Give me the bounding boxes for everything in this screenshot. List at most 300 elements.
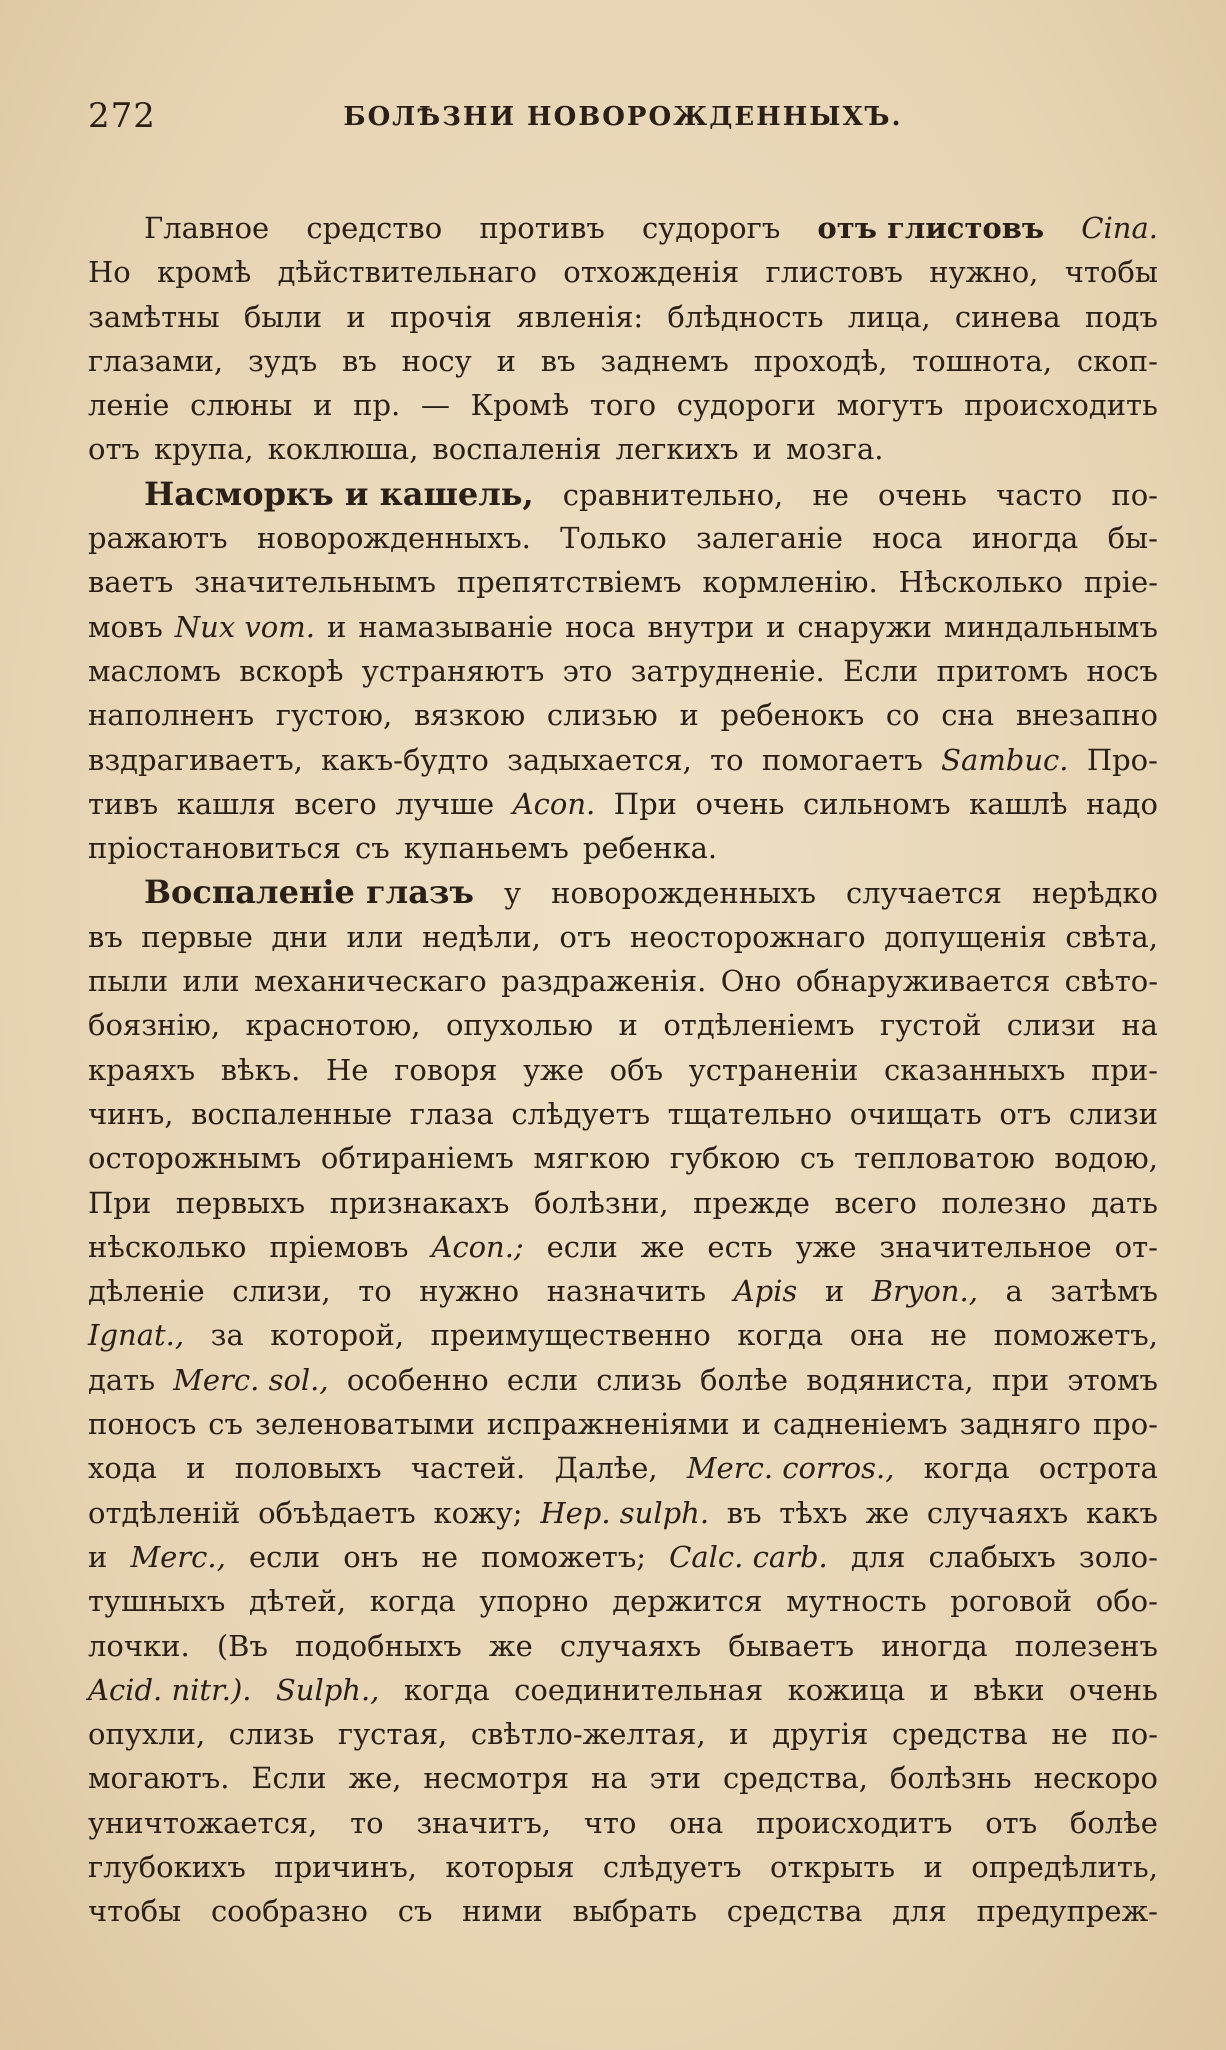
word: особенно [346, 1362, 489, 1397]
latin-remedy: Cina. [1081, 211, 1158, 245]
word: половыхъ [234, 1451, 382, 1486]
word: же [640, 1229, 685, 1264]
word: за [210, 1318, 244, 1353]
word: въ [88, 919, 123, 954]
word: отъ [985, 1805, 1038, 1840]
emphasis: отъ глистовъ [817, 211, 1045, 245]
text-line [88, 1402, 1158, 1446]
text-line [88, 1491, 1158, 1535]
word: кожу; [433, 1495, 523, 1530]
text-line [88, 250, 1158, 294]
text-line [88, 1181, 1158, 1225]
word: обо- [1095, 1584, 1158, 1619]
word: для [892, 1894, 947, 1929]
word: затѣмъ [1050, 1274, 1158, 1309]
word: она [669, 1805, 724, 1840]
word: и [766, 609, 786, 644]
word: кромѣ [157, 255, 252, 290]
word: то [710, 742, 744, 777]
word: въ [342, 343, 377, 378]
word: слизь [596, 1362, 682, 1397]
word: то [350, 1805, 384, 1840]
word: средства [892, 1717, 1028, 1752]
word: частей. [410, 1451, 526, 1486]
word: прежде [693, 1185, 810, 1220]
word: дать [88, 1362, 155, 1397]
word: болѣе [1069, 1805, 1158, 1840]
word: нужно [419, 1274, 520, 1309]
word: синева [954, 299, 1061, 334]
word: отъ [999, 1096, 1052, 1131]
word: болѣе [700, 1362, 789, 1397]
word: мягкою [533, 1141, 651, 1176]
latin-remedy: Acon. [512, 786, 596, 821]
word: съ [355, 831, 390, 866]
word: Нѣсколько [898, 565, 1063, 600]
word: онъ [343, 1539, 399, 1574]
word: преимущественно [430, 1318, 711, 1353]
word: миндальнымъ [943, 609, 1158, 644]
word: какъ [1085, 1495, 1158, 1530]
word: опредѣлить, [971, 1849, 1158, 1884]
word: съ [208, 1407, 243, 1442]
word: съ [799, 1141, 835, 1176]
text-line [88, 1048, 1158, 1092]
text-line [88, 1668, 1158, 1712]
word: неосторожнаго [629, 919, 866, 954]
word: Оно [720, 964, 782, 999]
text-line [88, 1624, 1158, 1668]
word: ребенокъ [720, 698, 865, 733]
word: свѣто- [1064, 964, 1158, 999]
word: препятствіемъ [456, 565, 682, 600]
word: При [613, 786, 677, 821]
word: носъ [1086, 653, 1158, 688]
text-line [88, 693, 1158, 737]
word: или [346, 919, 404, 954]
word: затрудненіе. [630, 653, 825, 688]
latin-remedy: Acon.; [431, 1229, 524, 1264]
word: полезно [941, 1185, 1067, 1220]
word: всего [294, 786, 377, 821]
text-line [88, 1801, 1158, 1845]
section-heading: Воспаленіе глазъ [144, 873, 474, 912]
word: блѣдность [667, 299, 824, 334]
word: чтобы [1064, 255, 1158, 290]
text-line [88, 1579, 1158, 1623]
word: отдѣленій [88, 1495, 241, 1530]
word: соединительная [514, 1672, 764, 1707]
word: часто [996, 477, 1083, 512]
latin-remedy: Bryon., [871, 1274, 978, 1309]
word: тепловатою [854, 1141, 1035, 1176]
word: про- [1092, 1407, 1158, 1442]
word: и [326, 609, 347, 644]
word: носа [872, 521, 943, 556]
word: со [885, 698, 920, 733]
word: средство [306, 211, 443, 245]
word: нужно, [929, 255, 1039, 290]
word: не [812, 477, 849, 512]
text-line [88, 1845, 1158, 1889]
word: — [420, 388, 450, 423]
word: носа [565, 609, 636, 644]
word: Если [251, 1761, 327, 1796]
page-header [88, 96, 1158, 156]
word: болѣзнь [889, 1761, 1012, 1796]
word: болѣзни, [534, 1185, 669, 1220]
word: поможетъ, [993, 1318, 1158, 1353]
word: густой [879, 1008, 982, 1043]
word: иногда [881, 1628, 988, 1663]
text-line [88, 1313, 1158, 1357]
word: опухли, [88, 1717, 206, 1752]
word: Далѣе, [554, 1451, 658, 1486]
word: обнаруживается [795, 964, 1051, 999]
word: нерѣдко [1032, 876, 1158, 911]
word: и [741, 1407, 761, 1442]
word: испражненіями [486, 1407, 730, 1442]
latin-remedy: Hep. sulph. [540, 1495, 710, 1530]
word: этомъ [1067, 1362, 1158, 1397]
word: судороги [676, 388, 816, 423]
word: въ [540, 343, 576, 378]
word: лучше [395, 786, 495, 821]
word: тушныхъ [88, 1584, 226, 1619]
word: опухолью [445, 1008, 594, 1043]
latin-remedy: Apis [733, 1274, 798, 1309]
body-text [88, 206, 1158, 1934]
word: были [243, 299, 323, 334]
word: пр. [353, 388, 401, 423]
latin-remedy: Sulph., [275, 1672, 380, 1707]
word: слѣдуетъ [602, 1849, 742, 1884]
word: краснотою, [245, 1008, 421, 1043]
text-line [88, 516, 1158, 560]
word: выбрать [572, 1894, 697, 1929]
text-line [88, 1756, 1158, 1800]
latin-remedy: Nux vom. [174, 609, 315, 644]
word: того [589, 388, 657, 423]
word: упорно [479, 1584, 589, 1619]
word: и [923, 1849, 943, 1884]
word: новорожденныхъ. [256, 521, 531, 556]
word: признакахъ [329, 1185, 510, 1220]
word: дать [1090, 1185, 1158, 1220]
word: если [248, 1539, 321, 1574]
word: раздраженія. [501, 964, 707, 999]
word: тошнота, [912, 343, 1053, 378]
word: наполненъ [88, 698, 255, 733]
word: случаяхъ [559, 1628, 702, 1663]
text-line [88, 1358, 1158, 1402]
word: вѣкъ. [220, 1052, 301, 1087]
word: водою, [1054, 1141, 1158, 1176]
word: на [1121, 1008, 1158, 1043]
word: прочія [389, 299, 493, 334]
word: глаза [409, 1096, 494, 1131]
word: боязнію, [88, 1008, 221, 1043]
word: и [496, 343, 516, 378]
word: могутъ [836, 388, 944, 423]
word: отдѣленіемъ [663, 1008, 855, 1043]
latin-remedy: Acid. nitr.). [88, 1672, 252, 1707]
word: помогаетъ [761, 742, 923, 777]
word: роговой [950, 1584, 1073, 1619]
word: заднемъ [600, 343, 729, 378]
word: на [590, 1761, 628, 1796]
word: кашля [176, 786, 276, 821]
text-line [88, 383, 1158, 427]
word: внутри [647, 609, 755, 644]
text-line [88, 1225, 1158, 1269]
word: назначить [546, 1274, 707, 1309]
word: дѣтей, [248, 1584, 347, 1619]
word: тщательно [667, 1096, 833, 1131]
latin-remedy: Sambuc. [941, 742, 1069, 777]
word: мовъ [88, 609, 163, 644]
text-line [88, 1889, 1158, 1933]
word: очень [1068, 1672, 1158, 1707]
text-line [88, 605, 1158, 649]
word: слизь [228, 1717, 315, 1752]
word: когда [403, 1672, 490, 1707]
word: вздрагиваетъ, [88, 742, 303, 777]
word: слизи, [232, 1274, 331, 1309]
word: кашлѣ [969, 786, 1068, 821]
word: тивъ [88, 786, 159, 821]
word: коклюша, [267, 432, 419, 467]
word: подъ [1084, 299, 1158, 334]
word: вскорѣ [239, 653, 344, 688]
word: (Въ [216, 1628, 268, 1663]
word: когда [369, 1584, 456, 1619]
word: и [824, 1274, 845, 1309]
word: снаружи [797, 609, 932, 644]
text-line [88, 738, 1158, 782]
word: эти [649, 1761, 702, 1796]
word: устраняютъ [361, 653, 545, 688]
word: и [186, 1451, 206, 1486]
text-line [88, 959, 1158, 1003]
word: замѣтны [88, 299, 220, 334]
word: пыли [88, 964, 169, 999]
word: скоп- [1076, 343, 1158, 378]
word: залеганіе [696, 521, 843, 556]
word: нѣсколько [88, 1229, 247, 1264]
word: от- [1114, 1229, 1158, 1264]
latin-remedy: Merc., [130, 1539, 226, 1574]
word: слизью [546, 698, 658, 733]
word: всего [834, 1185, 917, 1220]
word: не [930, 1318, 967, 1353]
word: кожица [787, 1672, 906, 1707]
word: механическаго [254, 964, 487, 999]
word: поносъ [88, 1407, 197, 1442]
word: не [1051, 1717, 1088, 1752]
word: если [506, 1362, 579, 1397]
word: новорожденныхъ [551, 876, 816, 911]
word: проходѣ, [753, 343, 888, 378]
latin-remedy: Merc. sol., [173, 1362, 329, 1397]
word: Про- [1086, 742, 1158, 777]
word: уже [795, 1229, 857, 1264]
word: противъ [479, 211, 605, 245]
word: глазами, [88, 343, 224, 378]
word: а [1005, 1274, 1023, 1309]
word: и [752, 432, 772, 467]
word: лица, [847, 299, 931, 334]
word: то [358, 1274, 392, 1309]
word: средства [726, 1894, 863, 1929]
text-line [88, 1535, 1158, 1579]
word: у [503, 876, 522, 911]
word: по- [1111, 1717, 1158, 1752]
word: слѣдуетъ [511, 1096, 651, 1131]
word: причинъ, [274, 1849, 417, 1884]
word: садненіемъ [772, 1407, 948, 1442]
word: это [562, 653, 613, 688]
word: слизи [1006, 1008, 1096, 1043]
word: объѣдаетъ [258, 1495, 416, 1530]
word: и [88, 1539, 108, 1574]
text-line [88, 560, 1158, 604]
word: судорогъ [642, 211, 781, 245]
word: Если [843, 653, 919, 688]
word: держится [612, 1584, 763, 1619]
word: ражаютъ [88, 521, 228, 556]
word: густою, [275, 698, 393, 733]
book-page [88, 96, 1158, 1934]
word: мозга. [785, 432, 884, 467]
word: сообразно [210, 1894, 369, 1929]
word: полезенъ [1014, 1628, 1158, 1663]
word: внезапно [1015, 698, 1158, 733]
text-line [88, 826, 1158, 870]
word: сна [941, 698, 995, 733]
word: крупа, [153, 432, 254, 467]
word: уже [523, 1052, 584, 1087]
word: обтираніемъ [320, 1141, 514, 1176]
word: Не [326, 1052, 369, 1087]
word: воспаленные [191, 1096, 393, 1131]
word: которой, [270, 1318, 405, 1353]
word: зеленоватыми [254, 1407, 475, 1442]
section-heading: Насморкъ и кашель, [144, 474, 534, 513]
word: вѣки [973, 1672, 1045, 1707]
word: что [583, 1805, 637, 1840]
word: чтобы [88, 1894, 182, 1929]
word: когда [737, 1318, 824, 1353]
word: при [991, 1362, 1050, 1397]
word: значительнымъ [194, 565, 436, 600]
word: отъ [559, 919, 612, 954]
text-line [88, 1446, 1158, 1490]
word: съ [397, 1894, 433, 1929]
word: очень [695, 786, 785, 821]
word: слизи [1068, 1096, 1158, 1131]
word: первыхъ [175, 1185, 306, 1220]
word: средства, [723, 1761, 868, 1796]
word: Но [88, 255, 131, 290]
word: и [313, 388, 333, 423]
word: и [929, 1672, 949, 1707]
word: говоря [394, 1052, 498, 1087]
word: хода [88, 1451, 157, 1486]
word: же [865, 1495, 910, 1530]
word: Только [560, 521, 667, 556]
word: зудъ [247, 343, 318, 378]
word: краяхъ [88, 1052, 196, 1087]
word: ваетъ [88, 565, 174, 600]
word: если [546, 1229, 618, 1264]
word: водяниста, [806, 1362, 974, 1397]
page-number: 272 [88, 96, 156, 136]
word: воспаленія [432, 432, 602, 467]
text-line [88, 870, 1158, 914]
word: леніе [88, 388, 170, 423]
word: и [679, 698, 699, 733]
word: сравнительно, [562, 477, 784, 512]
text-line [88, 427, 1158, 471]
word: отъ [88, 432, 140, 467]
word: острота [1038, 1451, 1158, 1486]
word: или [182, 964, 240, 999]
word: глубокихъ [88, 1849, 246, 1884]
latin-remedy: Calc. carb. [669, 1539, 828, 1574]
word: слабыхъ [928, 1539, 1056, 1574]
word: кормленію. [702, 565, 878, 600]
word: густая, [337, 1717, 448, 1752]
word: которыя [445, 1849, 575, 1884]
latin-remedy: Merc. corros., [686, 1451, 895, 1486]
word: при- [1090, 1052, 1158, 1087]
word: лочки. [88, 1628, 190, 1663]
word: очень [878, 477, 967, 512]
word: ребенка. [582, 831, 718, 866]
word: легкихъ [615, 432, 739, 467]
word: она [849, 1318, 904, 1353]
word: задняго [959, 1407, 1081, 1442]
word: устраненіи [688, 1052, 859, 1087]
word: свѣта, [1065, 919, 1158, 954]
word: допущенія [884, 919, 1047, 954]
word: какъ-будто [321, 742, 489, 777]
word: пріе- [1083, 565, 1158, 600]
word: для [850, 1539, 906, 1574]
word: дѣйствительнаго [277, 255, 537, 290]
word: намазываніе [358, 609, 554, 644]
word: несмотря [423, 1761, 570, 1796]
text-line [88, 782, 1158, 826]
word: бы- [1107, 521, 1158, 556]
word: открыть [769, 1849, 896, 1884]
running-head: БОЛѢЗНИ НОВОРОЖДЕННЫХЪ. [343, 102, 903, 132]
word: объ [609, 1052, 664, 1087]
word: же [488, 1628, 533, 1663]
word: подобныхъ [295, 1628, 462, 1663]
word: иногда [971, 521, 1079, 556]
latin-remedy: Ignat., [88, 1318, 185, 1353]
word: купаньемъ [403, 831, 569, 866]
word: пріемовъ [269, 1229, 409, 1264]
word: бываетъ [728, 1628, 855, 1663]
text-line [88, 206, 1158, 250]
word: глистовъ [765, 255, 903, 290]
text-line [88, 915, 1158, 959]
word: золо- [1078, 1539, 1158, 1574]
text-line [88, 1712, 1158, 1756]
